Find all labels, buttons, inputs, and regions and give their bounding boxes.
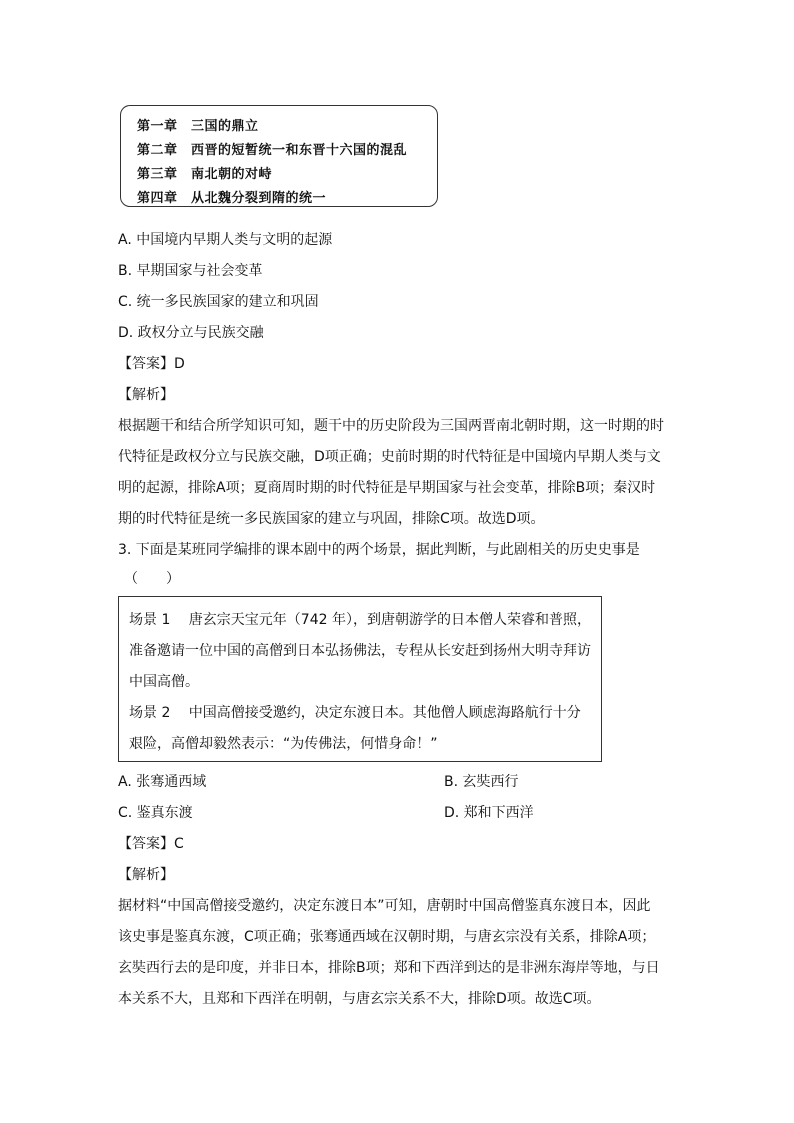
q3-answer: 【答案】C: [118, 836, 184, 852]
chapter-item: 第一章 三国的鼎立: [137, 119, 259, 134]
chapter-item: 第二章 西晋的短暂统一和东晋十六国的混乱: [137, 143, 408, 158]
scene-line: 准备邀请一位中国的高僧到日本弘扬佛法，专程从长安赶到扬州大明寺拜访: [129, 643, 591, 659]
q2-analysis-line: 根据题干和结合所学知识可知，题干中的历史阶段为三国两晋南北朝时期，这一时期的时: [118, 418, 664, 434]
q2-option-b: B. 早期国家与社会变革: [118, 263, 263, 279]
q2-analysis-line: 代特征是政权分立与民族交融，D项正确；史前时期的时代特征是中国境内早期人类与文: [118, 449, 661, 465]
q2-option-a: A. 中国境内早期人类与文明的起源: [118, 232, 333, 248]
q3-analysis-line: 据材料“中国高僧接受邀约，决定东渡日本”可知，唐朝时中国高僧鉴真东渡日本，因此: [118, 898, 651, 914]
q3-option-c: C. 鉴真东渡: [118, 805, 193, 821]
q2-answer: 【答案】D: [118, 356, 185, 372]
chapter-item: 第三章 南北朝的对峙: [137, 167, 273, 182]
q3-option-a: A. 张骞通西域: [118, 774, 207, 790]
q2-option-d: D. 政权分立与民族交融: [118, 325, 264, 341]
chapter-item: 第四章 从北魏分裂到隋的统一: [137, 191, 327, 206]
q3-analysis-line: 玄奘西行去的是印度，并非日本，排除B项；郑和下西洋到达的是非洲东海岸等地，与日: [118, 960, 660, 976]
scene-box: [118, 596, 602, 762]
q3-option-b: B. 玄奘西行: [444, 774, 519, 790]
q3-analysis-line: 该史事是鉴真东渡，C项正确；张骞通西域在汉朝时期，与唐玄宗没有关系，排除A项；: [118, 929, 656, 945]
q3-analysis-line: 本关系不大，且郑和下西洋在明朝，与唐玄宗关系不大，排除D项。故选C项。: [118, 991, 601, 1007]
q2-option-c: C. 统一多民族国家的建立和巩固: [118, 294, 319, 310]
q3-analysis-label: 【解析】: [118, 867, 174, 883]
q3-stem: 3. 下面是某班同学编排的课本剧中的两个场景，据此判断，与此剧相关的历史史事是: [118, 542, 640, 558]
q2-analysis-line: 期的时代特征是统一多民族国家的建立与巩固，排除C项。故选D项。: [118, 511, 545, 527]
scene-line: 艰险，高僧却毅然表示：“为传佛法，何惜身命！”: [129, 736, 438, 752]
scene-line: 中国高僧。: [129, 674, 199, 690]
scene-line: 场景 2 中国高僧接受邀约，决定东渡日本。其他僧人顾虑海路航行十分: [129, 705, 581, 721]
chapter-list-box: [120, 105, 438, 207]
q3-option-d: D. 郑和下西洋: [444, 805, 534, 821]
scene-line: 场景 1 唐玄宗天宝元年（742 年），到唐朝游学的日本僧人荣睿和普照，: [129, 612, 591, 628]
q2-analysis-line: 明的起源，排除A项；夏商周时期的时代特征是早期国家与社会变革，排除B项；秦汉时: [118, 480, 656, 496]
q3-answer-blank: （ ）: [124, 571, 180, 587]
q2-analysis-label: 【解析】: [118, 387, 174, 403]
